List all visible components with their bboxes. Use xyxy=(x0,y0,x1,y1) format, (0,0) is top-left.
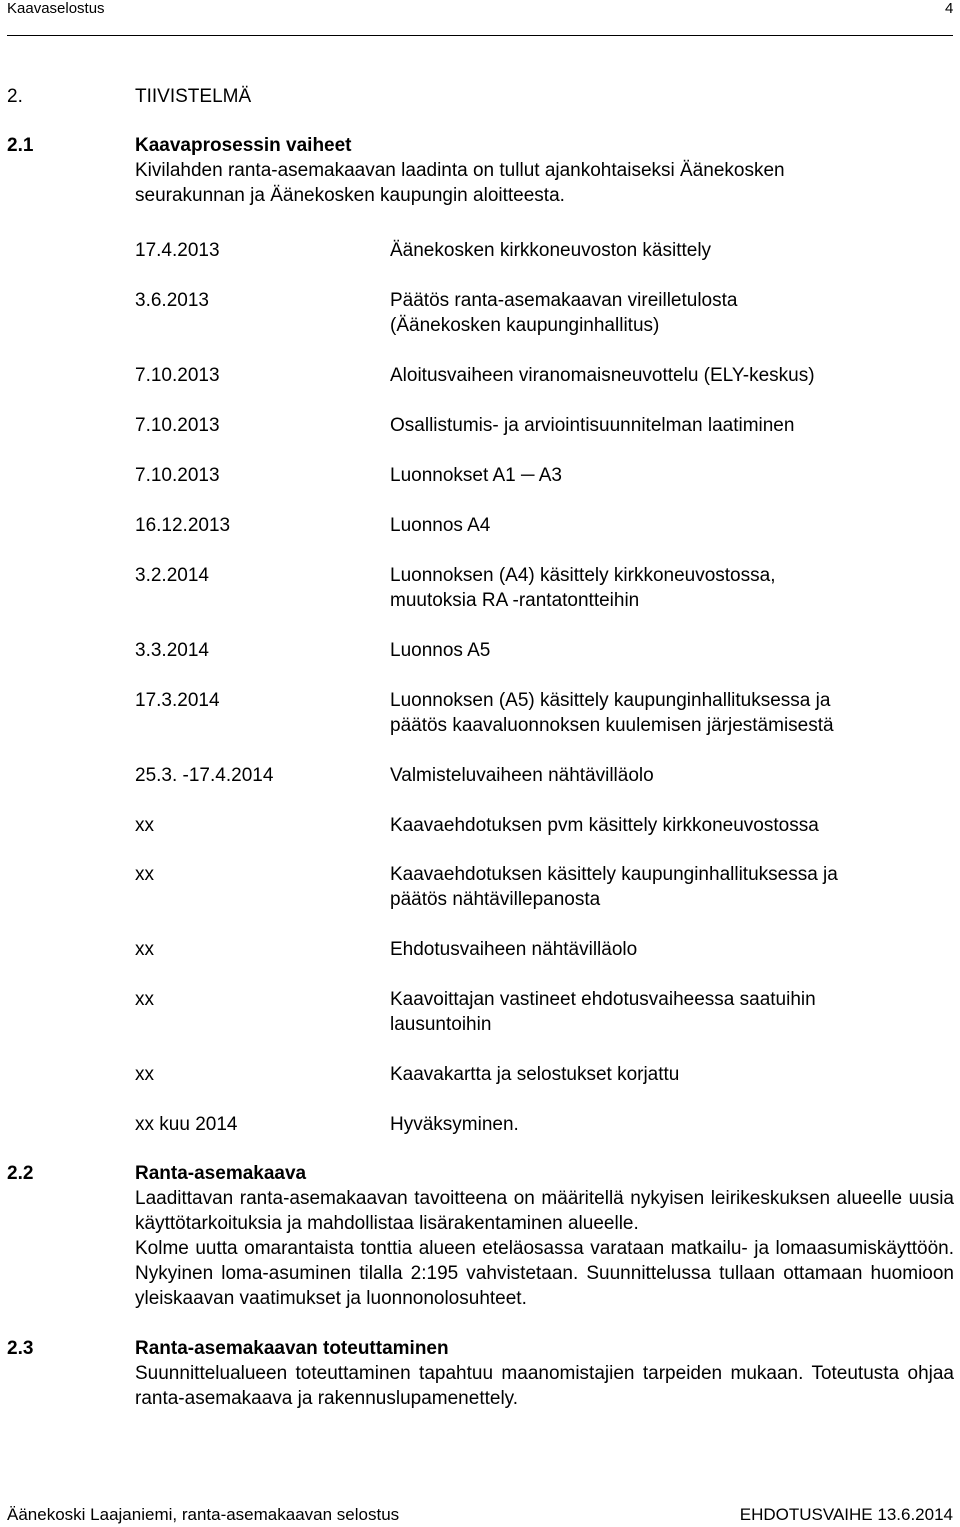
subsection-title: Ranta-asemakaava xyxy=(135,1163,307,1184)
timeline-date: 25.3. -17.4.2014 xyxy=(135,765,274,786)
timeline-date: 7.10.2013 xyxy=(135,415,220,436)
header-title: Kaavaselostus xyxy=(7,0,105,17)
intro-line: Kivilahden ranta-asemakaavan laadinta on tullut ajankohtaiseksi Äänekosken xyxy=(135,160,785,181)
timeline-description: Kaavakartta ja selostukset korjattu xyxy=(390,1064,680,1085)
section-body xyxy=(135,1186,954,1311)
timeline-description: Osallistumis- ja arviointisuunnitelman laatiminen xyxy=(390,415,795,436)
footer-phase: EHDOTUSVAIHE 13.6.2014 xyxy=(739,1505,953,1524)
timeline-date: xx xyxy=(135,1064,154,1085)
paragraph: Laadittavan ranta-asemakaavan tavoitteena on määritellä nykyisen leirikeskuksen alueelle uusia käyttötarkoituksia ja mahdollistaa lisärakentaminen alueelle. xyxy=(135,1188,954,1234)
timeline-description: Luonnos A4 xyxy=(390,515,491,536)
section-number: 2. xyxy=(7,86,23,107)
timeline-description: Aloitusvaiheen viranomaisneuvottelu (ELY-keskus) xyxy=(390,365,815,386)
subsection-number: 2.1 xyxy=(7,135,34,156)
subsection-number: 2.3 xyxy=(7,1338,34,1359)
timeline-description: Päätös ranta-asemakaavan vireilletulosta xyxy=(390,290,738,311)
footer-title: Äänekoski Laajaniemi, ranta-asemakaavan selostus xyxy=(7,1505,400,1524)
subsection-number: 2.2 xyxy=(7,1163,34,1184)
timeline-description: Luonnos A5 xyxy=(390,640,491,661)
page-number: 4 xyxy=(945,0,954,17)
timeline-date: 17.3.2014 xyxy=(135,690,220,711)
section-title: TIIVISTELMÄ xyxy=(135,86,252,107)
subsection-title: Kaavaprosessin vaiheet xyxy=(135,135,352,156)
timeline-date: 17.4.2013 xyxy=(135,240,220,261)
subsection-title: Ranta-asemakaavan toteuttaminen xyxy=(135,1338,449,1359)
timeline-date: 3.6.2013 xyxy=(135,290,209,311)
timeline-date: xx xyxy=(135,989,154,1010)
timeline-date: 3.3.2014 xyxy=(135,640,209,661)
timeline-description: Hyväksyminen. xyxy=(390,1114,519,1135)
timeline-date: xx kuu 2014 xyxy=(135,1114,238,1135)
paragraph: Suunnittelualueen toteuttaminen tapahtuu maanomistajien tarpeiden mukaan. Toteutusta ohjaa ranta-asemakaava ja rakennuslupamenettely. xyxy=(135,1363,954,1409)
timeline-description: Luonnoksen (A4) käsittely kirkkoneuvostossa, xyxy=(390,565,776,586)
timeline-description: Valmisteluvaiheen nähtävilläolo xyxy=(390,765,654,786)
timeline-description: Kaavaehdotuksen pvm käsittely kirkkoneuvostossa xyxy=(390,815,819,836)
timeline-date: xx xyxy=(135,815,154,836)
paragraph: Kolme uutta omarantaista tonttia alueen eteläosassa varataan matkailu- ja lomaasumiskäyttöön. Nykyinen loma-asuminen tilalla 2:195 vahvistetaan. Suunnittelussa tullaan ottamaan huomioon yleiskaavan vaatimukset ja luonnonolosuhteet. xyxy=(135,1238,954,1309)
timeline-date: xx xyxy=(135,939,154,960)
header-rule xyxy=(7,35,953,36)
timeline-date: 7.10.2013 xyxy=(135,365,220,386)
timeline-date: xx xyxy=(135,864,154,885)
timeline-description: Kaavoittajan vastineet ehdotusvaiheessa saatuihin xyxy=(390,989,816,1010)
intro-line: seurakunnan ja Äänekosken kaupungin aloitteesta. xyxy=(135,185,565,206)
section-body xyxy=(135,1361,954,1411)
timeline-description: lausuntoihin xyxy=(390,1014,492,1035)
timeline-description: Luonnokset A1 ─ A3 xyxy=(390,465,562,486)
timeline-description: (Äänekosken kaupunginhallitus) xyxy=(390,315,660,336)
timeline-description: Kaavaehdotuksen käsittely kaupunginhallituksessa ja xyxy=(390,864,838,885)
timeline-date: 7.10.2013 xyxy=(135,465,220,486)
timeline-description: Luonnoksen (A5) käsittely kaupunginhallituksessa ja xyxy=(390,690,831,711)
timeline-date: 16.12.2013 xyxy=(135,515,231,536)
timeline-description: päätös nähtävillepanosta xyxy=(390,889,601,910)
timeline-description: Ehdotusvaiheen nähtävilläolo xyxy=(390,939,638,960)
timeline-date: 3.2.2014 xyxy=(135,565,209,586)
timeline-description: muutoksia RA -rantatontteihin xyxy=(390,590,640,611)
timeline-description: Äänekosken kirkkoneuvoston käsittely xyxy=(390,240,712,261)
timeline-description: päätös kaavaluonnoksen kuulemisen järjestämisestä xyxy=(390,715,834,736)
